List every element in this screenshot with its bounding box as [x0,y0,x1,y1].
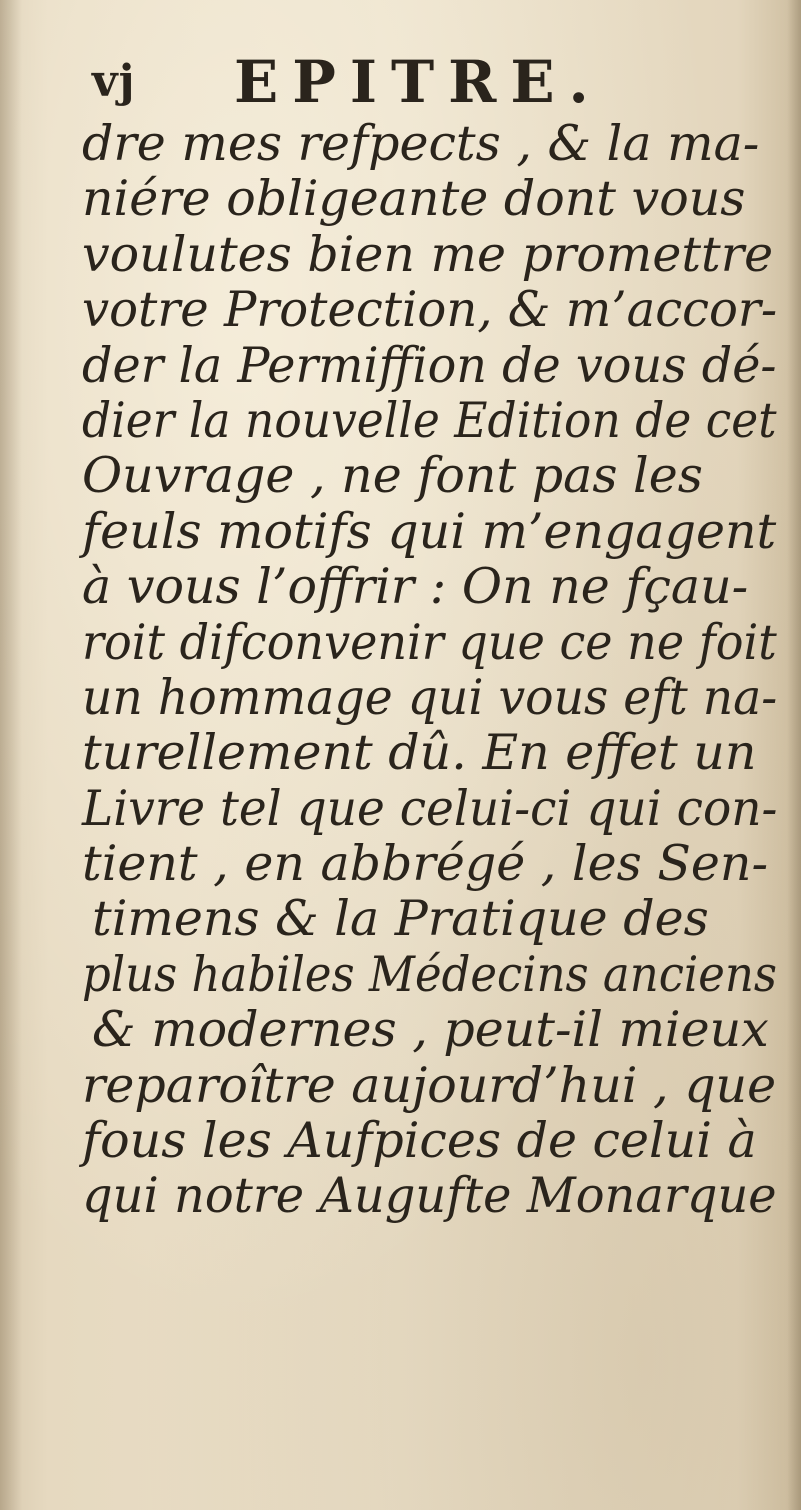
text-line: roit difconvenir que ce ne foit [82,613,777,671]
text-line: plus habiles Médecins anciens [82,945,777,1003]
spine-shadow [0,0,22,1510]
text-line: timens & la Pratique des [92,890,709,948]
text-line: dre mes refpects , & la ma- [82,115,760,172]
text-line: dier la nouvelle Edition de cet [82,391,777,449]
text-line: tient , en abbrégé , les Sen- [82,835,768,893]
page-edge-shadow [787,0,801,1510]
text-line: Livre tel que celui-ci qui con- [82,779,778,837]
page-header [92,48,692,118]
folio-page-number: vj [92,56,136,107]
text-line: der la Permiffion de vous dé- [82,336,777,394]
running-title: EPITRE. [234,48,603,116]
text-line: votre Protection, & m’accor- [82,281,778,339]
text-line: feuls motifs qui m’engagent [82,502,777,560]
text-line: fous les Aufpices de celui à [82,1112,757,1170]
text-line: à vous l’offrir : On ne fçau- [82,558,749,616]
text-line: voulutes bien me promettre [82,225,774,283]
text-line: niére obligeante dont vous [82,170,746,228]
text-line: reparoître aujourd’hui , que [82,1056,777,1114]
text-line: turellement dû. En effet un [82,724,757,782]
body-text [82,115,778,1225]
text-line: un hommage qui vous eft na- [82,668,778,726]
text-line: Ouvrage , ne font pas les [82,447,703,505]
text-line: qui notre Augufte Monarque [82,1167,777,1225]
text-line: & modernes , peut-il mieux [92,1001,769,1059]
